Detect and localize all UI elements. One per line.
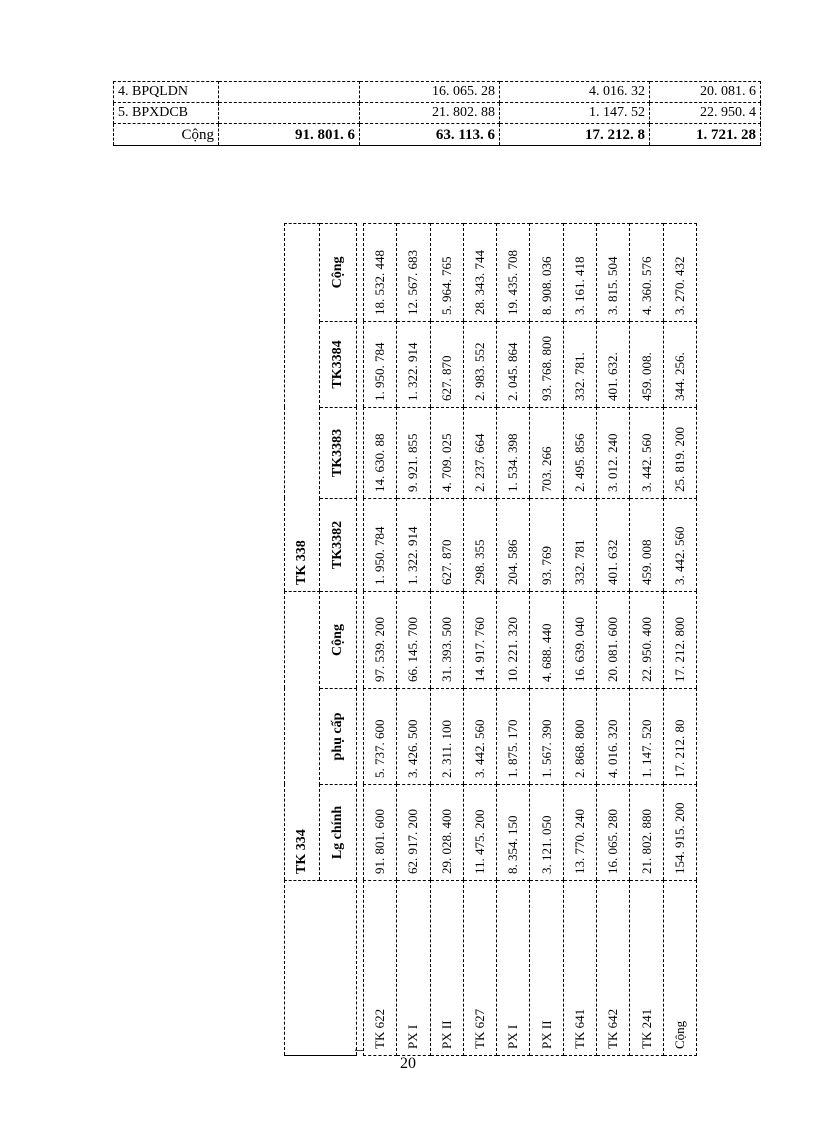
value-cell: 22. 950. 4 — [650, 103, 761, 124]
value-cell: 1. 147. 520 — [630, 689, 663, 785]
value-cell: 91. 801. 600 — [364, 785, 397, 881]
value-cell: 8. 354. 150 — [497, 785, 530, 881]
corner-mark-row — [357, 223, 364, 1055]
value-cell: 3. 270. 432 — [663, 223, 696, 321]
row-label: 5. BPXDCB — [114, 103, 219, 124]
summary-row — [114, 103, 761, 124]
value-cell: 17. 212. 80 — [663, 689, 696, 785]
value-cell: 19. 435. 708 — [497, 223, 530, 321]
value-cell: 21. 802. 880 — [630, 785, 663, 881]
row-label: Cộng — [663, 881, 696, 1056]
table-row — [430, 223, 463, 1055]
corner-cell — [285, 881, 357, 1056]
value-cell: 5. 964. 765 — [430, 223, 463, 321]
value-cell: 10. 221. 320 — [497, 591, 530, 688]
table-row — [563, 223, 596, 1055]
value-cell: 16. 065. 280 — [597, 785, 630, 881]
row-label: PX I — [497, 881, 530, 1056]
value-cell: 344. 256. — [663, 321, 696, 407]
summary-table — [113, 81, 761, 146]
value-cell: 25. 819. 200 — [663, 407, 696, 498]
value-cell: 29. 028. 400 — [430, 785, 463, 881]
value-cell: 332. 781. — [563, 321, 596, 407]
table-row — [597, 223, 630, 1055]
value-cell: 97. 539. 200 — [364, 591, 397, 688]
value-cell — [219, 103, 360, 124]
value-cell: 627. 870 — [430, 321, 463, 407]
value-cell: 9. 921. 855 — [397, 407, 430, 498]
group-header-tk334: TK 334 — [285, 591, 320, 880]
value-cell: 3. 012. 240 — [597, 407, 630, 498]
value-cell: 2. 237. 664 — [463, 407, 496, 498]
row-label: PX II — [530, 881, 563, 1056]
value-cell: 20. 081. 600 — [597, 591, 630, 688]
value-cell: 66. 145. 700 — [397, 591, 430, 688]
salary-allocation-table — [284, 223, 697, 1056]
value-cell: 13. 770. 240 — [563, 785, 596, 881]
value-cell: 2. 495. 856 — [563, 407, 596, 498]
value-cell: 3. 815. 504 — [597, 223, 630, 321]
row-label: TK 622 — [364, 881, 397, 1056]
value-cell: 21. 802. 88 — [360, 103, 500, 124]
value-cell: 1. 950. 784 — [364, 321, 397, 407]
value-cell: 4. 016. 32 — [500, 82, 650, 103]
value-cell: 22. 950. 400 — [630, 591, 663, 688]
value-cell: 31. 393. 500 — [430, 591, 463, 688]
value-cell: 62. 917. 200 — [397, 785, 430, 881]
table-row — [497, 223, 530, 1055]
value-cell: 12. 567. 683 — [397, 223, 430, 321]
value-cell: 4. 016. 320 — [597, 689, 630, 785]
value-cell: 14. 630. 88 — [364, 407, 397, 498]
value-cell: 1. 567. 390 — [530, 689, 563, 785]
value-cell: 459. 008 — [630, 498, 663, 591]
corner-mark: [ — [354, 1048, 365, 1052]
value-cell: 2. 983. 552 — [463, 321, 496, 407]
summary-table-body — [114, 82, 761, 146]
column-header: Lg chính — [320, 785, 357, 881]
value-cell: 1. 721. 28 — [650, 124, 761, 146]
value-cell: 16. 639. 040 — [563, 591, 596, 688]
table-row — [397, 223, 430, 1055]
value-cell: 20. 081. 6 — [650, 82, 761, 103]
value-cell: 4. 688. 440 — [530, 591, 563, 688]
value-cell: 204. 586 — [497, 498, 530, 591]
value-cell: 93. 769 — [530, 498, 563, 591]
row-label: 4. BPQLDN — [114, 82, 219, 103]
column-header: Cộng — [320, 591, 357, 688]
summary-total-row — [114, 124, 761, 146]
value-cell: 8. 908. 036 — [530, 223, 563, 321]
value-cell — [219, 82, 360, 103]
row-label: Cộng — [114, 124, 219, 146]
value-cell: 2. 045. 864 — [497, 321, 530, 407]
value-cell: 332. 781 — [563, 498, 596, 591]
value-cell: 154. 915. 200 — [663, 785, 696, 881]
value-cell: 14. 917. 760 — [463, 591, 496, 688]
column-header: TK3382 — [320, 498, 357, 591]
value-cell: 16. 065. 28 — [360, 82, 500, 103]
value-cell: 627. 870 — [430, 498, 463, 591]
value-cell: 401. 632. — [597, 321, 630, 407]
value-cell: 3. 442. 560 — [463, 689, 496, 785]
value-cell: 2. 868. 800 — [563, 689, 596, 785]
row-label: TK 627 — [463, 881, 496, 1056]
value-cell: 1. 950. 784 — [364, 498, 397, 591]
value-cell: 1. 322. 914 — [397, 321, 430, 407]
table-row — [364, 223, 397, 1055]
value-cell: 1. 147. 52 — [500, 103, 650, 124]
row-label: TK 241 — [630, 881, 663, 1056]
column-header: phụ cấp — [320, 689, 357, 785]
value-cell: 459. 008. — [630, 321, 663, 407]
value-cell: 3. 442. 560 — [663, 498, 696, 591]
value-cell: 2. 311. 100 — [430, 689, 463, 785]
row-label: TK 641 — [563, 881, 596, 1056]
value-cell: 17. 212. 8 — [500, 124, 650, 146]
value-cell: 3. 121. 050 — [530, 785, 563, 881]
value-cell: 703. 266 — [530, 407, 563, 498]
value-cell: 4. 709. 025 — [430, 407, 463, 498]
rotated-table-wrapper — [284, 224, 697, 1056]
value-cell: 298. 355 — [463, 498, 496, 591]
value-cell: 91. 801. 6 — [219, 124, 360, 146]
value-cell: 63. 113. 6 — [360, 124, 500, 146]
value-cell: 18. 532. 448 — [364, 223, 397, 321]
group-header-tk338: TK 338 — [285, 223, 320, 591]
value-cell: 93. 768. 800 — [530, 321, 563, 407]
value-cell: 28. 343. 744 — [463, 223, 496, 321]
row-label: PX I — [397, 881, 430, 1056]
table-row — [663, 223, 696, 1055]
value-cell: 1. 534. 398 — [497, 407, 530, 498]
summary-row — [114, 82, 761, 103]
value-cell: 3. 426. 500 — [397, 689, 430, 785]
value-cell: 401. 632 — [597, 498, 630, 591]
value-cell: 11. 475. 200 — [463, 785, 496, 881]
column-header: TK3384 — [320, 321, 357, 407]
value-cell: 1. 322. 914 — [397, 498, 430, 591]
table-row — [630, 223, 663, 1055]
value-cell: 3. 161. 418 — [563, 223, 596, 321]
row-label: PX II — [430, 881, 463, 1056]
page-number: 20 — [400, 1055, 416, 1072]
row-label: TK 642 — [597, 881, 630, 1056]
column-header: Cộng — [320, 223, 357, 321]
table-row — [463, 223, 496, 1055]
value-cell: 5. 737. 600 — [364, 689, 397, 785]
value-cell: 1. 875. 170 — [497, 689, 530, 785]
column-header: TK3383 — [320, 407, 357, 498]
value-cell: 17. 212. 800 — [663, 591, 696, 688]
value-cell: 3. 442. 560 — [630, 407, 663, 498]
table-row — [530, 223, 563, 1055]
value-cell: 4. 360. 576 — [630, 223, 663, 321]
